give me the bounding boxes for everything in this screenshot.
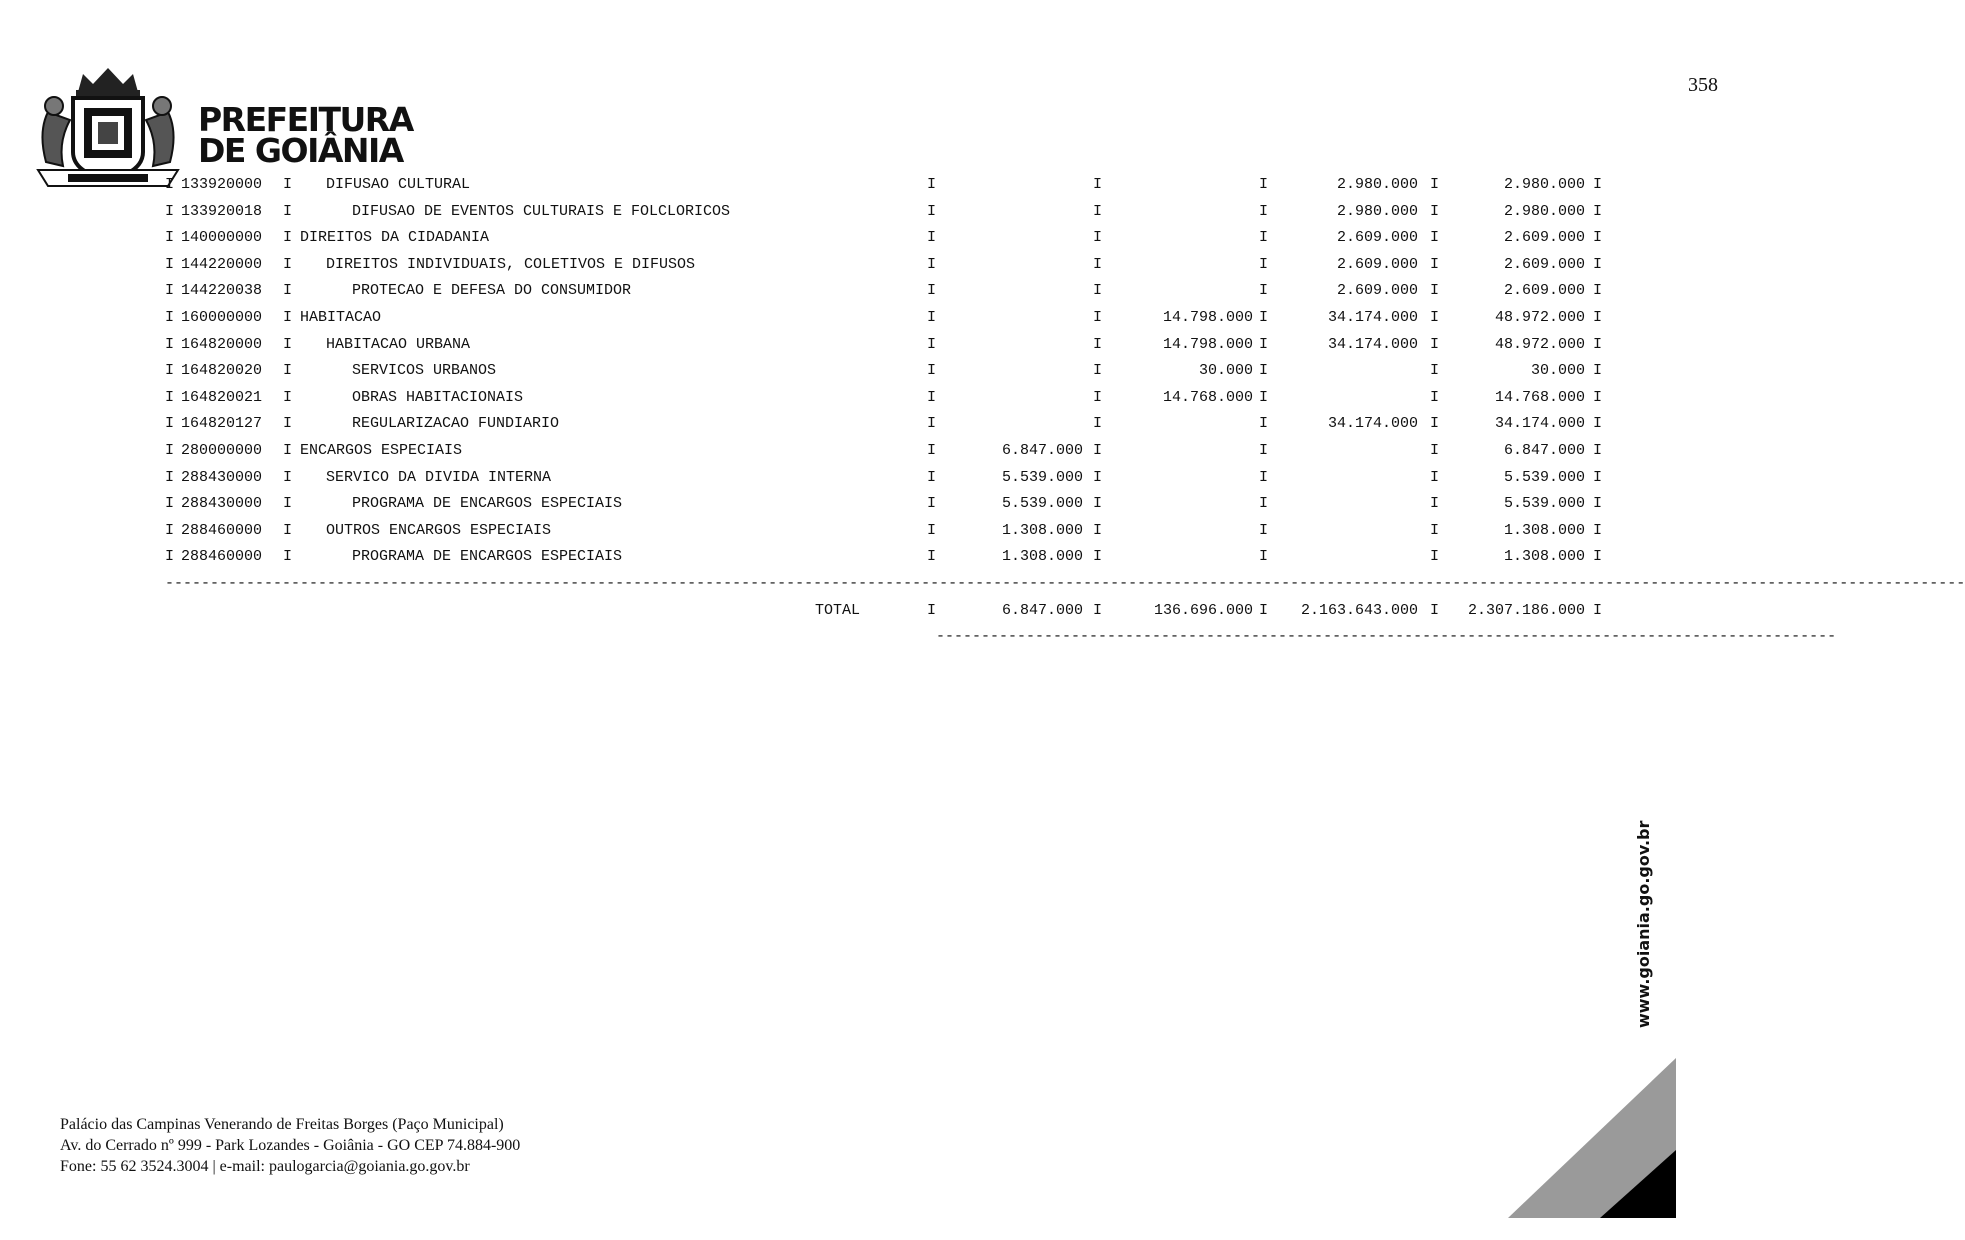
column-separator: I — [283, 495, 293, 513]
table-row — [165, 548, 1625, 575]
account-description: PROGRAMA DE ENCARGOS ESPECIAIS — [352, 548, 623, 566]
value-column-3: 34.174.000 — [1327, 335, 1418, 353]
value-column-3: 2.609.000 — [1336, 255, 1418, 273]
logo-text — [198, 100, 413, 170]
account-code: 164820000 — [181, 335, 263, 353]
column-separator: I — [165, 308, 175, 326]
table-row — [165, 469, 1625, 496]
column-separator: I — [1593, 388, 1603, 406]
column-separator: I — [927, 176, 937, 193]
column-separator: I — [1259, 202, 1269, 220]
column-separator: I — [1093, 441, 1103, 459]
column-separator: I — [1259, 282, 1269, 300]
column-separator: I — [1259, 335, 1269, 353]
column-separator: I — [927, 415, 937, 433]
column-separator: I — [927, 282, 937, 300]
value-column-3: 34.174.000 — [1327, 415, 1418, 433]
column-separator: I — [1259, 176, 1269, 193]
table-row — [165, 495, 1625, 522]
column-separator: I — [927, 255, 937, 273]
column-separator: I — [1259, 548, 1269, 566]
account-code: 133920000 — [181, 176, 263, 193]
table-row — [165, 203, 1625, 230]
column-separator: I — [283, 176, 293, 193]
account-description: SERVICO DA DIVIDA INTERNA — [326, 468, 552, 486]
column-separator: I — [927, 388, 937, 406]
column-separator: I — [1593, 495, 1603, 513]
column-separator: I — [1093, 388, 1103, 406]
column-separator: I — [1093, 415, 1103, 433]
value-column-2: 14.768.000 — [1162, 388, 1253, 406]
column-separator: I — [1259, 229, 1269, 247]
account-description: DIFUSAO CULTURAL — [326, 176, 471, 193]
logo-line1: PREFEITURA — [198, 100, 413, 139]
value-column-2: 30.000 — [1198, 362, 1253, 380]
column-separator: I — [1259, 362, 1269, 380]
column-separator: I — [1259, 495, 1269, 513]
total-underline: ---------------------------------------------------------------------------------------------------- — [936, 628, 1837, 645]
footer-line-2: Av. do Cerrado nº 999 - Park Lozandes - Goiânia - GO CEP 74.884-900 — [60, 1137, 521, 1154]
column-separator: I — [1093, 308, 1103, 326]
value-column-total: 6.847.000 — [1503, 441, 1585, 459]
value-column-3: 2.980.000 — [1336, 176, 1418, 193]
value-column-2: 14.798.000 — [1162, 308, 1253, 326]
column-separator: I — [165, 468, 175, 486]
column-separator: I — [1430, 308, 1440, 326]
column-separator: I — [1093, 521, 1103, 539]
column-separator: I — [1093, 176, 1103, 193]
column-separator: I — [283, 521, 293, 539]
table-row — [165, 176, 1625, 203]
account-description: HABITACAO URBANA — [326, 335, 471, 353]
account-code: 288430000 — [181, 495, 263, 513]
value-column-total: 34.174.000 — [1494, 415, 1585, 433]
value-column-1: 5.539.000 — [1001, 495, 1083, 513]
column-separator: I — [1430, 521, 1440, 539]
column-separator: I — [1259, 601, 1269, 619]
table-row — [165, 522, 1625, 549]
column-separator: I — [927, 521, 937, 539]
column-separator: I — [283, 255, 293, 273]
column-separator: I — [283, 548, 293, 566]
column-separator: I — [165, 495, 175, 513]
column-separator: I — [1093, 495, 1103, 513]
column-separator: I — [165, 229, 175, 247]
total-row — [165, 602, 1625, 629]
value-column-3: 2.609.000 — [1336, 229, 1418, 247]
column-separator: I — [1593, 229, 1603, 247]
column-separator: I — [927, 362, 937, 380]
total-column-total: 2.307.186.000 — [1467, 601, 1585, 619]
value-column-total: 1.308.000 — [1503, 548, 1585, 566]
column-separator: I — [283, 335, 293, 353]
value-column-1: 6.847.000 — [1001, 441, 1083, 459]
corner-decoration-icon — [1508, 1058, 1676, 1218]
column-separator: I — [165, 202, 175, 220]
column-separator: I — [1593, 468, 1603, 486]
value-column-1: 5.539.000 — [1001, 468, 1083, 486]
account-description: OBRAS HABITACIONAIS — [352, 388, 524, 406]
account-description: HABITACAO — [300, 308, 382, 326]
value-column-3: 34.174.000 — [1327, 308, 1418, 326]
value-column-1: 1.308.000 — [1001, 548, 1083, 566]
column-separator: I — [1593, 441, 1603, 459]
value-column-total: 2.609.000 — [1503, 282, 1585, 300]
value-column-total: 5.539.000 — [1503, 468, 1585, 486]
column-separator: I — [1093, 601, 1103, 619]
value-column-total: 2.609.000 — [1503, 229, 1585, 247]
column-separator: I — [927, 601, 937, 619]
account-code: 160000000 — [181, 308, 263, 326]
account-code: 280000000 — [181, 441, 263, 459]
column-separator: I — [1593, 202, 1603, 220]
logo-line2: DE GOIÂNIA — [198, 131, 403, 170]
footer-line-1: Palácio das Campinas Venerando de Freitas Borges (Paço Municipal) — [60, 1116, 504, 1133]
value-column-2: 14.798.000 — [1162, 335, 1253, 353]
page-number: 358 — [1688, 74, 1718, 96]
column-separator: I — [165, 548, 175, 566]
account-description: REGULARIZACAO FUNDIARIO — [352, 415, 560, 433]
value-column-total: 14.768.000 — [1494, 388, 1585, 406]
column-separator: I — [1593, 521, 1603, 539]
column-separator: I — [1259, 468, 1269, 486]
account-code: 288460000 — [181, 548, 263, 566]
column-separator: I — [165, 441, 175, 459]
column-separator: I — [1430, 229, 1440, 247]
column-separator: I — [1593, 362, 1603, 380]
column-separator: I — [165, 176, 175, 193]
column-separator: I — [283, 229, 293, 247]
table-row — [165, 336, 1625, 363]
account-code: 140000000 — [181, 229, 263, 247]
account-description: OUTROS ENCARGOS ESPECIAIS — [326, 521, 552, 539]
column-separator: I — [283, 362, 293, 380]
website-url: www.goiania.go.gov.br — [1634, 820, 1653, 1028]
footer-line-3: Fone: 55 62 3524.3004 | e-mail: paulogarcia@goiania.go.gov.br — [60, 1158, 470, 1175]
column-separator: I — [1430, 335, 1440, 353]
account-code: 133920018 — [181, 202, 263, 220]
column-separator: I — [1093, 255, 1103, 273]
column-separator: I — [1093, 229, 1103, 247]
column-separator: I — [165, 362, 175, 380]
budget-table — [165, 176, 1965, 628]
column-separator: I — [927, 308, 937, 326]
column-separator: I — [283, 282, 293, 300]
column-separator: I — [283, 415, 293, 433]
column-separator: I — [1430, 601, 1440, 619]
value-column-total: 48.972.000 — [1494, 308, 1585, 326]
column-separator: I — [927, 229, 937, 247]
value-column-total: 5.539.000 — [1503, 495, 1585, 513]
column-separator: I — [927, 202, 937, 220]
column-separator: I — [1259, 521, 1269, 539]
value-column-total: 2.980.000 — [1503, 202, 1585, 220]
column-separator: I — [1259, 308, 1269, 326]
value-column-3: 2.980.000 — [1336, 202, 1418, 220]
column-separator: I — [1430, 441, 1440, 459]
column-separator: I — [1430, 176, 1440, 193]
column-separator: I — [1593, 601, 1603, 619]
table-row — [165, 256, 1625, 283]
column-separator: I — [165, 388, 175, 406]
column-separator: I — [1593, 548, 1603, 566]
account-code: 164820020 — [181, 362, 263, 380]
value-column-total: 30.000 — [1530, 362, 1585, 380]
table-row — [165, 389, 1625, 416]
column-separator: I — [1093, 202, 1103, 220]
value-column-total: 2.609.000 — [1503, 255, 1585, 273]
value-column-total: 1.308.000 — [1503, 521, 1585, 539]
column-separator: I — [1430, 362, 1440, 380]
column-separator: I — [1430, 388, 1440, 406]
total-column-1: 6.847.000 — [1001, 601, 1083, 619]
column-separator: I — [1430, 255, 1440, 273]
table-row — [165, 442, 1625, 469]
value-column-total: 48.972.000 — [1494, 335, 1585, 353]
column-separator: I — [1093, 335, 1103, 353]
column-separator: I — [1259, 441, 1269, 459]
column-separator: I — [1593, 335, 1603, 353]
table-row — [165, 309, 1625, 336]
table-row — [165, 229, 1625, 256]
column-separator: I — [165, 415, 175, 433]
account-description: PROTECAO E DEFESA DO CONSUMIDOR — [352, 282, 632, 300]
column-separator: I — [1430, 548, 1440, 566]
account-code: 144220038 — [181, 282, 263, 300]
column-separator: I — [1259, 255, 1269, 273]
column-separator: I — [1593, 255, 1603, 273]
column-separator: I — [283, 468, 293, 486]
account-description: DIREITOS INDIVIDUAIS, COLETIVOS E DIFUSOS — [326, 255, 696, 273]
total-column-3: 2.163.643.000 — [1300, 601, 1418, 619]
column-separator: I — [1259, 388, 1269, 406]
account-code: 288460000 — [181, 521, 263, 539]
column-separator: I — [1593, 176, 1603, 193]
value-column-3: 2.609.000 — [1336, 282, 1418, 300]
column-separator: I — [1593, 308, 1603, 326]
table-row — [165, 282, 1625, 309]
table-row — [165, 362, 1625, 389]
column-separator: I — [1093, 468, 1103, 486]
footer-address — [60, 1114, 520, 1177]
column-separator: I — [1093, 282, 1103, 300]
account-code: 288430000 — [181, 468, 263, 486]
table-separator-line: -------------------------------------------------------------------------------------------------------------------------------------------------------------------------------------------------------- — [165, 575, 1965, 592]
account-description: DIREITOS DA CIDADANIA — [300, 229, 490, 247]
column-separator: I — [1430, 415, 1440, 433]
column-separator: I — [1430, 282, 1440, 300]
column-separator: I — [927, 468, 937, 486]
account-code: 164820127 — [181, 415, 263, 433]
column-separator: I — [165, 255, 175, 273]
column-separator: I — [1093, 362, 1103, 380]
column-separator: I — [283, 308, 293, 326]
column-separator: I — [165, 521, 175, 539]
column-separator: I — [1430, 495, 1440, 513]
coat-of-arms-icon — [28, 62, 188, 192]
account-description: SERVICOS URBANOS — [352, 362, 497, 380]
column-separator: I — [927, 441, 937, 459]
value-column-total: 2.980.000 — [1503, 176, 1585, 193]
column-separator: I — [283, 388, 293, 406]
column-separator: I — [927, 548, 937, 566]
column-separator: I — [927, 495, 937, 513]
column-separator: I — [1259, 415, 1269, 433]
column-separator: I — [283, 441, 293, 459]
column-separator: I — [1593, 415, 1603, 433]
account-description: PROGRAMA DE ENCARGOS ESPECIAIS — [352, 495, 623, 513]
column-separator: I — [1593, 282, 1603, 300]
account-code: 144220000 — [181, 255, 263, 273]
total-label: TOTAL — [815, 601, 861, 619]
column-separator: I — [1430, 202, 1440, 220]
column-separator: I — [283, 202, 293, 220]
column-separator: I — [165, 282, 175, 300]
column-separator: I — [1093, 548, 1103, 566]
total-column-2: 136.696.000 — [1153, 601, 1253, 619]
account-description: ENCARGOS ESPECIAIS — [300, 441, 463, 459]
account-description: DIFUSAO DE EVENTOS CULTURAIS E FOLCLORICOS — [352, 202, 731, 220]
value-column-1: 1.308.000 — [1001, 521, 1083, 539]
column-separator: I — [927, 335, 937, 353]
table-row — [165, 415, 1625, 442]
column-separator: I — [1430, 468, 1440, 486]
column-separator: I — [165, 335, 175, 353]
account-code: 164820021 — [181, 388, 263, 406]
